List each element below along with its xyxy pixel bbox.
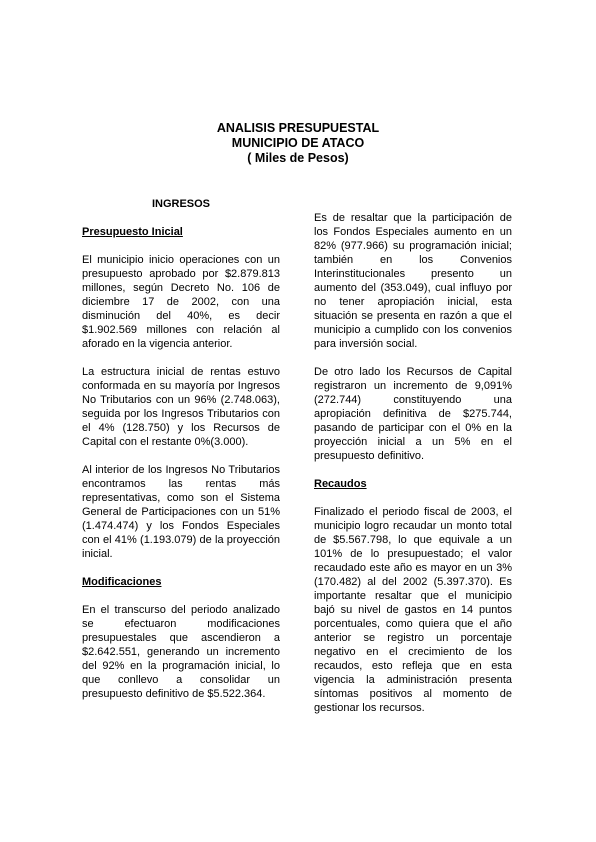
right-column (314, 211, 512, 729)
title-line-2: MUNICIPIO DE ATACO (231, 136, 365, 150)
modificaciones-heading: Modificaciones (82, 576, 162, 588)
recaudos-heading: Recaudos (314, 478, 367, 490)
paragraph-fondos-especiales: Es de resaltar que la participación de los Fondos Especiales aumento en un 82% (977.966) su programación inicial; también en los Convenios Interinstitucionales presento un aumento del (353.049), cual influyo por no tener apropiación inicial, esta situación se presenta en razón a que el municipio a cumplido con los convenios para inversión social. (314, 212, 512, 350)
paragraph-presupuesto-inicial: El municipio inicio operaciones con un presupuesto aprobado por $2.879.813 millones, según Decreto No. 106 de diciembre 17 de 2002, con una disminución del 40%, es decir $1.902.569 millones con relación al aforado en la vigencia anterior. (82, 254, 280, 350)
document-title (0, 121, 596, 166)
ingresos-heading: INGRESOS (151, 198, 211, 210)
presupuesto-inicial-heading: Presupuesto Inicial (82, 226, 183, 238)
left-column (82, 197, 280, 715)
title-line-3: ( Miles de Pesos) (247, 151, 349, 165)
paragraph-recaudos: Finalizado el periodo fiscal de 2003, el municipio logro recaudar un monto total de $5.567.798, lo que equivale a un 101% de lo presupuestado; el valor recaudado este año es mayor en un 3% (170.482) al del 2002 (5.397.370). Es importante resaltar que el municipio bajó su nivel de gastos en 14 puntos porcentuales, como quiera que el año anterior se registro un porcentaje negativo en el crecimiento de los recaudos, esto refleja que en esta vigencia la administración presenta síntomas positivos al momento de gestionar los recursos. (314, 506, 512, 714)
paragraph-modificaciones: En el transcurso del periodo analizado se efectuaron modificaciones presupuestales que ascendieron a $2.642.551, generando un incremento del 92% en la programación inicial, lo que conllevo a consolidar un presupuesto definitivo de $5.522.364. (82, 604, 280, 700)
paragraph-ingresos-no-tributarios: Al interior de los Ingresos No Tributarios encontramos las rentas más representativas, como son el Sistema General de Participaciones con un 51% (1.474.474) y los Fondos Especiales con el 41% (1.193.079) de la proyección inicial. (82, 464, 280, 560)
title-line-1: ANALISIS PRESUPUESTAL (216, 121, 380, 135)
paragraph-estructura-rentas: La estructura inicial de rentas estuvo conformada en su mayoría por Ingresos No Tributarios con un 96% (2.748.063), seguida por los Ingresos Tributarios con el 4% (128.750) y los Recursos de Capital con el restante 0%(3.000). (82, 366, 280, 448)
paragraph-recursos-capital: De otro lado los Recursos de Capital registraron un incremento de 9,091% (272.744) constituyendo una apropiación definitiva de $275.744, pasando de participar con el 0% en la proyección inicial a un 5% en el presupuesto definitivo. (314, 366, 512, 462)
